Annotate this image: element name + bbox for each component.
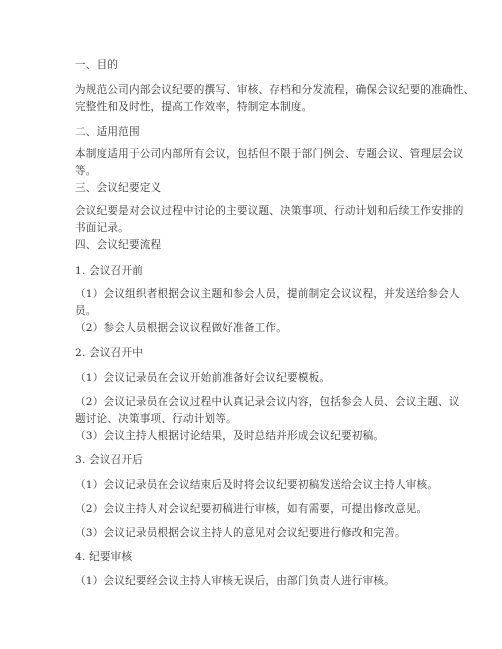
paragraph-line: 书面记录。 [75, 222, 129, 234]
step4-item1 [75, 573, 435, 590]
paragraph-line: 完整性和及时性，提高工作效率，特制定本制度。 [75, 101, 313, 113]
heading-text: 一、目的 [75, 59, 119, 71]
heading-text: 2. 会议召开中 [75, 347, 144, 359]
section-heading-purpose [75, 57, 435, 74]
paragraph-line: （2）会议记录员在会议过程中认真记录会议内容，包括参会人员、会议主题、议 [75, 396, 460, 408]
paragraph-line: （2）会议主持人对会议纪要初稿进行审核，如有需要，可提出修改意见。 [75, 503, 428, 515]
heading-text: 二、适用范围 [75, 126, 140, 138]
step-heading-after-meeting [75, 452, 435, 469]
heading-text: 4. 纪要审核 [75, 551, 133, 563]
section-heading-definition [75, 180, 435, 197]
paragraph-scope [75, 146, 464, 180]
step-heading-before-meeting [75, 263, 435, 280]
paragraph-line: （3）会议记录员根据会议主持人的意见对会议纪要进行修改和完善。 [75, 527, 406, 539]
step-heading-review [75, 549, 435, 566]
step3-item1 [75, 477, 439, 494]
step2-item2 [75, 394, 460, 428]
step2-item1 [75, 370, 435, 387]
heading-text: 3. 会议召开后 [75, 454, 144, 466]
paragraph-line: 为规范公司内部会议纪要的撰写、审核、存档和分发流程，确保会议纪要的准确性、 [75, 84, 475, 96]
step2-item3 [75, 428, 435, 445]
section-heading-process [75, 237, 435, 254]
paragraph-line: （1）会议组织者根据会议主题和参会人员，提前制定会议议程，并发送给参会人 [75, 288, 460, 300]
step3-item3 [75, 525, 435, 542]
heading-text: 四、会议纪要流程 [75, 239, 162, 251]
step1-item1 [75, 286, 460, 320]
paragraph-purpose [75, 82, 475, 116]
step1-item2 [75, 320, 435, 337]
paragraph-line: （1）会议记录员在会议结束后及时将会议纪要初稿发送给会议主持人审核。 [75, 479, 439, 491]
paragraph-line: 等。 [75, 165, 97, 177]
paragraph-line: （1）会议纪要经会议主持人审核无误后，由部门负责人进行审核。 [75, 575, 395, 587]
heading-text: 1. 会议召开前 [75, 265, 144, 277]
step-heading-during-meeting [75, 345, 435, 362]
paragraph-line: （3）会议主持人根据讨论结果，及时总结并形成会议纪要初稿。 [75, 430, 385, 442]
section-heading-scope [75, 124, 435, 141]
paragraph-line: 会议纪要是对会议过程中讨论的主要议题、决策事项、行动计划和后续工作安排的 [75, 205, 464, 217]
paragraph-line: （1）会议记录员在会议开始前准备好会议纪要模板。 [75, 372, 331, 384]
paragraph-line: （2）参会人员根据会议议程做好准备工作。 [75, 322, 288, 334]
paragraph-definition [75, 203, 464, 237]
paragraph-line: 员。 [75, 305, 97, 317]
heading-text: 三、会议纪要定义 [75, 182, 162, 194]
paragraph-line: 题讨论、决策事项、行动计划等。 [75, 413, 237, 425]
step3-item2 [75, 501, 435, 518]
paragraph-line: 本制度适用于公司内部所有会议，包括但不限于部门例会、专题会议、管理层会议 [75, 148, 464, 160]
